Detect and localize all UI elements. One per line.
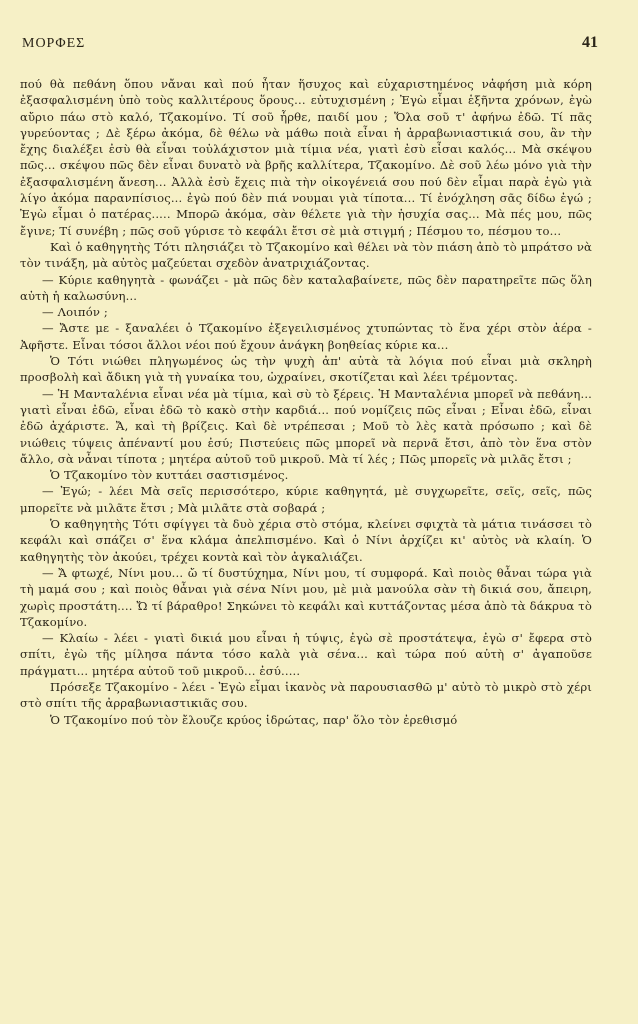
- dialogue-line: — Λοιπόν ;: [42, 305, 108, 320]
- paragraph: Ὁ Τζακομίνο τὸν κυττάει σαστισμένος.: [50, 468, 289, 483]
- dialogue-line: — Κύριε καθηγητὰ - φωνάζει - μὰ πῶς δὲν καταλαβαίνετε, πῶς δὲν παρατηρεῖτε πῶς ὅλη αὐτὴ ἡ καλωσύνη...: [20, 272, 592, 303]
- paragraph: πού θὰ πεθάνη ὅπου νἄναι καὶ πού ἦταν ἥσυχος καὶ εὐχαριστημένος νἀφήση μιὰ κόρη ἐξασφαλισμένη ὑπὸ τοὺς καλλιτέρους ὅρους... εὐτυχισμένη ; Ἐγὼ εἶμαι ἑξῆντα χρόνων, ἐγὼ αὔριο πάω στὸ καλό, Τζακομίνο. Τί σοῦ ἦρθε, παιδί μου ; Ὅλα σοῦ τ' ἀφήνω ἐδῶ. Τί πᾶς γυρεύοντας ; Δὲ ξέρω ἀκόμα, δὲ θέλω νὰ μάθω ποιὰ εἶναι ἡ ἀρραβωνιαστικιά σου, ἂν τὴν ἔχης διαλέξει ἐσὺ θὰ εἶναι τοὐλάχιστον μιὰ τίμια νέα, γιατὶ ἐσὺ εἶσαι καλός... Μὰ σκέψου πῶς... σκέψου πῶς δὲν εἶναι δυνατὸ νὰ βρῆς καλλίτερα, Τζακομίνο. Δὲ σοῦ λέω μόνο γιὰ τὴν ἐξασφαλισμένη ἄνεση... Ἀλλὰ ἐσὺ ἔχεις πιὰ τὴν οἰκογένειά σου πού δὲν εἶμαι παρὰ ἐγὼ γιὰ λίγο ἀκόμα παρανπίσιος... ἐγὼ πού δὲν πιά νουμαι γιὰ τίποτα... Τί ἐνόχληση σᾶς δίδω ἐγώ ; Ἐγὼ εἶμαι ὁ πατέρας..... Μπορῶ ἀκόμα, σὰν θέλετε γιὰ τὴν ἡσυχία σας... Μὰ πές μου, πῶς ἔγινε; Τί συνέβη ; πῶς σοῦ γύρισε τὸ κεφάλι ἔτσι σὲ μιὰ στιγμή ; Πέσμου το, πέσμου το...: [20, 77, 592, 238]
- page-number: 41: [582, 34, 598, 51]
- dialogue-line: — Κλαίω - λέει - γιατὶ δικιά μου εἶναι ἡ τύψις, ἐγὼ σὲ προστάτεψα, ἐγὼ σ' ἔφερα στὸ σπίτι, ἐγὼ τῆς μίλησα πάντα τόσο καλὰ γιὰ σένα... καὶ τώρα πού αὐτὴ σ' ἀγαποῦσε πράγματι... μητέρα αὐτοῦ τοῦ μικροῦ... ἐσύ.....: [20, 631, 592, 678]
- page-header: [22, 36, 598, 56]
- magazine-title: ΜΟΡΦΕΣ: [22, 36, 86, 51]
- dialogue-line: — Ἄστε με - ξαναλέει ὁ Τζακομίνο ἐξεγειλισμένος χτυπώντας τὸ ἕνα χέρι στὸν ἀέρα - Ἀφῆστε. Εἶναι τόσοι ἄλλοι νέοι πού ἔχουν ἀνάγκη βοηθείας κύριε κα...: [20, 321, 592, 352]
- paragraph: Καὶ ὁ καθηγητὴς Τότι πλησιάζει τὸ Τζακομίνο καὶ θέλει νὰ τὸν πιάση ἀπὸ τὸ μπράτσο νὰ τὸν τινάξη, μὰ αὐτὸς μαζεύεται σχεδὸν ἀνατριχιάζοντας.: [20, 239, 592, 271]
- paragraph: Ὁ καθηγητὴς Τότι σφίγγει τὰ δυὸ χέρια στὸ στόμα, κλείνει σφιχτὰ τὰ μάτια τινάσσει τὸ κεφάλι καὶ σπάζει σ' ἕνα κλάμα ἀπελπισμένο. Καὶ ὁ Νίνι ἀρχίζει κι' αὐτὸς νὰ κλαίη. Ὁ καθηγητὴς τὸν ἀκούει, τρέχει κοντὰ καὶ τὸν ἀγκαλιάζει.: [20, 517, 592, 564]
- dialogue-line: — Ἡ Μανταλένια εἶναι νέα μὰ τίμια, καὶ σὺ τὸ ξέρεις. Ἡ Μανταλένια μπορεῖ νὰ πεθάνη... γιατὶ εἶναι ἐδῶ, εἶναι ἐδῶ τὸ κακὸ στὴν καρδιά... πού νομίζεις πῶς εἶναι ; Εἶναι ἐδῶ, εἶναι ἐδῶ ἀχάριστε. Ἄ, καὶ τὴ βρίζεις. Καὶ δὲ ντρέπεσαι ; Μοῦ τὸ λὲς κατὰ πρόσωπο ; καὶ δὲ νιώθεις τύψεις ἀπέναντί μου ἐσύ; Πιστεύεις πῶς μπορεῖ νὰ περνᾶ ἔτσι, ἀπὸ τὸν ἕνα στὸν ἄλλο, σὰ νἆναι τίποτα ; μητέρα αὐτοῦ τοῦ μικροῦ. Μὰ τί λές ; Πῶς μπορεῖς νὰ μιλᾶς ἔτσι ;: [20, 386, 592, 466]
- paragraph: Ὁ Τότι νιώθει πληγωμένος ὡς τὴν ψυχὴ ἀπ' αὐτὰ τὰ λόγια πού εἶναι μιὰ σκληρὴ προσβολὴ καὶ ἄδικη γιὰ τὴ γυναίκα του, ὠχραίνει, σκοτίζεται καὶ λέει τρέμοντας.: [20, 354, 592, 385]
- paragraph: Πρόσεξε Τζακομίνο - λέει - Ἐγὼ εἶμαι ἱκανὸς νὰ παρουσιασθῶ μ' αὐτὸ τὸ μικρὸ στὸ χέρι στὸ σπίτι τῆς ἀρραβωνιαστικιᾶς σου.: [20, 679, 592, 711]
- dialogue-line: — Ἐγώ; - λέει Μὰ σεῖς περισσότερο, κύριε καθηγητά, μὲ συγχωρεῖτε, σεῖς, σεῖς, πῶς μπορεῖτε νὰ μιλᾶτε ἔτσι ; Μὰ μιλᾶτε στὰ σοβαρά ;: [20, 484, 592, 515]
- paragraph: Ὁ Τζακομίνο πού τὸν ἔλουζε κρύος ἱδρώτας, παρ' ὅλο τὸν ἐρεθισμό: [50, 712, 458, 727]
- body-text: [20, 76, 592, 728]
- dialogue-line: — Ἄ φτωχέ, Νίνι μου... ὤ τί δυστύχημα, Νίνι μου, τί συμφορά. Καὶ ποιὸς θἆναι τώρα γιὰ τὴ μαμά σου ; καὶ ποιὸς θἆναι γιὰ σένα Νίνι μου, μὲ μιὰ μανούλα σὰν τὴ δικιά σου, ἄπειρη, χωρὶς προστάτη.... Ὤ τί βάραθρο! Σηκώνει τὸ κεφάλι καὶ κυττάζοντας μέσα ἀπὸ τὰ δάκρυα τὸ Τζακομίνο.: [20, 565, 592, 629]
